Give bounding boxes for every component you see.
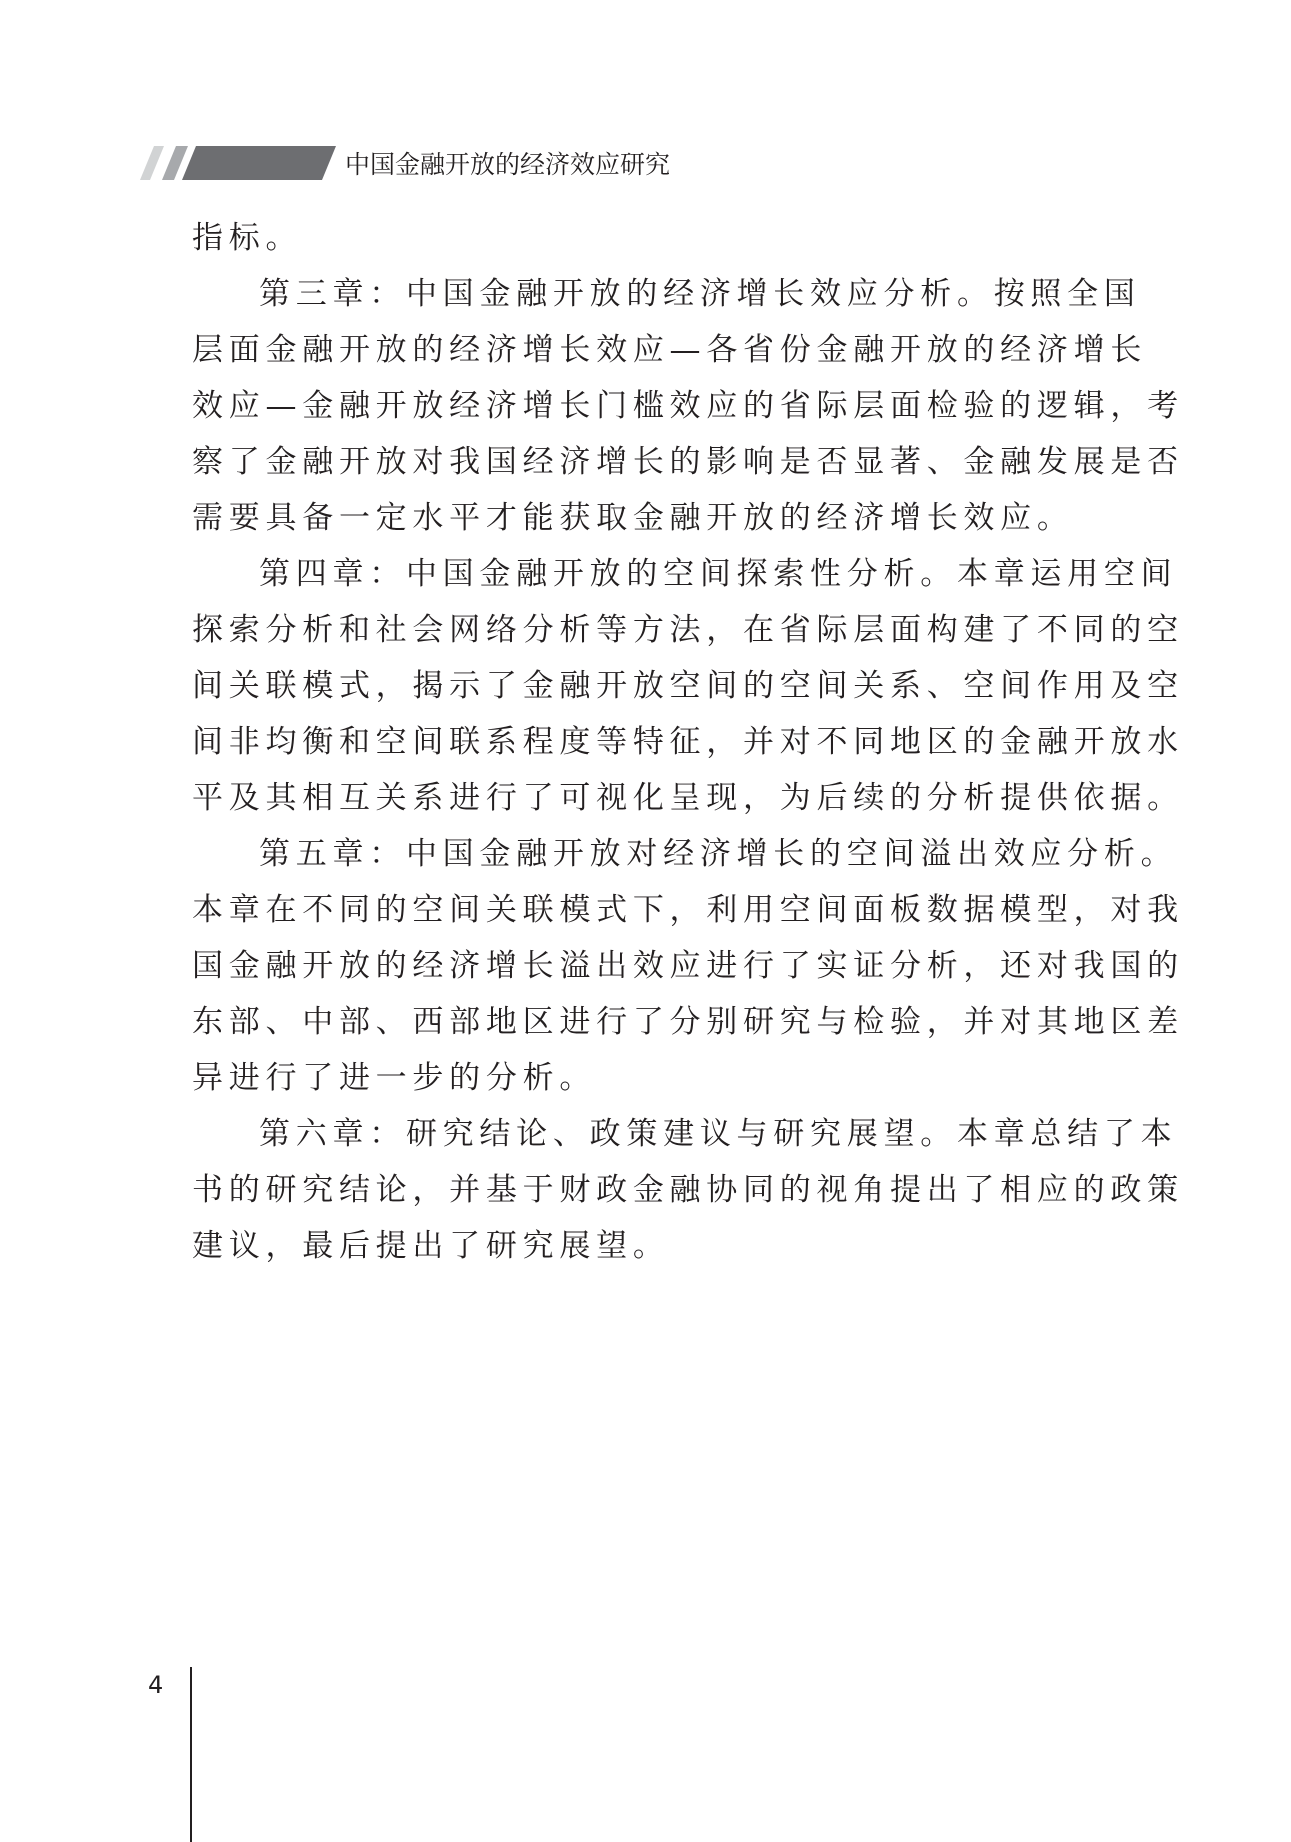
paragraph-line: 异进行了进一步的分析。 (192, 1060, 597, 1096)
paragraph-line: 东部、中部、西部地区进行了分别研究与检验，并对其地区差 (192, 1004, 1184, 1040)
paragraph-line: 建议，最后提出了研究展望。 (192, 1228, 670, 1264)
folio-rule (190, 1667, 192, 1842)
paragraph-line: 效应—金融开放经济增长门槛效应的省际层面检验的逻辑，考 (192, 388, 1184, 424)
paragraph-line: 需要具备一定水平才能获取金融开放的经济增长效应。 (192, 500, 1074, 536)
paragraph-line: 指标。 (192, 220, 303, 256)
paragraph-line: 平及其相互关系进行了可视化呈现，为后续的分析提供依据。 (192, 780, 1184, 816)
paragraph-line: 国金融开放的经济增长溢出效应进行了实证分析，还对我国的 (192, 948, 1184, 984)
paragraph-line: 第三章：中国金融开放的经济增长效应分析。按照全国 (259, 276, 1141, 312)
paragraph-line: 第四章：中国金融开放的空间探索性分析。本章运用空间 (259, 556, 1178, 592)
paragraph-line: 察了金融开放对我国经济增长的影响是否显著、金融发展是否 (192, 444, 1184, 480)
paragraph-line: 间关联模式，揭示了金融开放空间的空间关系、空间作用及空 (192, 668, 1184, 704)
running-head-decoration (140, 146, 340, 180)
paragraph-line: 间非均衡和空间联系程度等特征，并对不同地区的金融开放水 (192, 724, 1184, 760)
paragraph-line: 第五章：中国金融开放对经济增长的空间溢出效应分析。 (259, 836, 1178, 872)
page-number: 4 (148, 1671, 164, 1699)
paragraph-line: 本章在不同的空间关联模式下，利用空间面板数据模型，对我 (192, 892, 1184, 928)
paragraph-line: 层面金融开放的经济增长效应—各省份金融开放的经济增长 (192, 332, 1148, 368)
body-text (192, 210, 1184, 1274)
paragraph-line: 第六章：研究结论、政策建议与研究展望。本章总结了本 (259, 1116, 1178, 1152)
paragraph-line: 探索分析和社会网络分析等方法，在省际层面构建了不同的空 (192, 612, 1184, 648)
paragraph-line: 书的研究结论，并基于财政金融协同的视角提出了相应的政策 (192, 1172, 1184, 1208)
running-head-title: 中国金融开放的经济效应研究 (345, 150, 671, 179)
